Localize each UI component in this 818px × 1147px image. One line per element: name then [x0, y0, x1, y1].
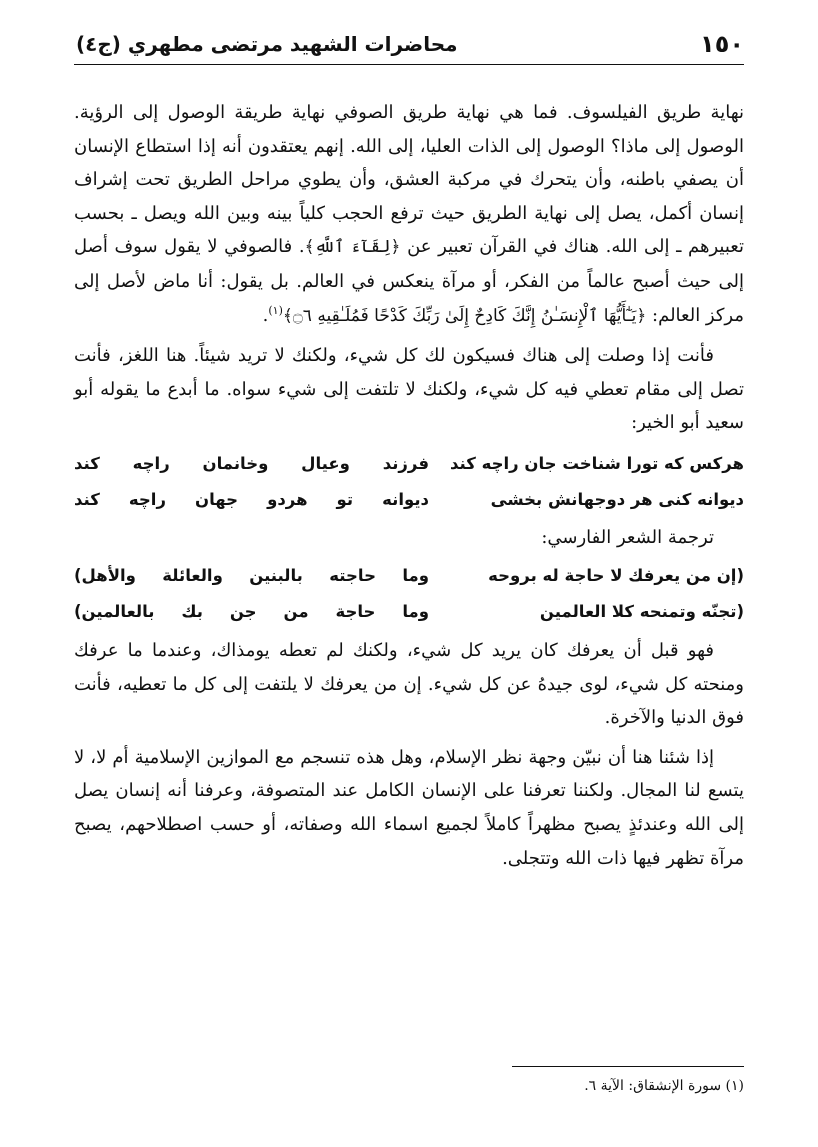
arabic-verse-2 [74, 594, 744, 630]
page-header [76, 30, 744, 64]
page-number: ١٥٠ [700, 30, 744, 58]
quran-citation-2: ﴿يَـٰٓأَيُّهَا ٱلْإِنسَـٰنُ إِنَّكَ كَادِحٌ إِلَىٰ رَبِّكَ كَدْحًا فَمُلَـٰقِيهِ ۝٦﴾ [282, 305, 647, 326]
arabic-verse-1-right: (إن من يعرفك لا حاجة له بروحه [488, 565, 744, 585]
translation-caption: ترجمة الشعر الفارسي: [541, 526, 714, 548]
arabic-verse-2-left: وما حاجة من جن بك بالعالمين) [74, 601, 429, 621]
page-body [74, 96, 744, 881]
persian-verse-1-right: هركس كه تورا شناخت جان راچه كند [450, 453, 744, 473]
arabic-verse-1-left: وما حاجته بالبنين والعائلة والأهل) [74, 565, 429, 585]
persian-verse-2-left: ديوانه تو هردو جهان راچه كند [74, 489, 429, 509]
paragraph-3: فهو قبل أن يعرفك كان يريد كل شيء، ولكنك لم تعطه يومذاك، وعندما ما عرفك ومنحته كل شيء، لوى جيدهُ عن كل شيء. إن من يعرفك لا يلتفت إلى كل ما تعطيه، فأنت فوق الدنيا والآخرة. [74, 639, 744, 729]
persian-verse-1 [74, 446, 744, 482]
paragraph-1-text-b: . فالصوفي لا يقول سوف أصل إلى حيث أصبح عالماً من الفكر، أو مرآة ينعكس في العالم. بل يقول: أنا ماض لأصل إلى مركز العالم: [74, 236, 744, 326]
persian-verse-2 [74, 482, 744, 518]
arabic-verse-2-right: (تجنّه وتمنحه كلا العالمين [539, 601, 744, 621]
paragraph-2: فأنت إذا وصلت إلى هناك فسيكون لك كل شيء، ولكنك لا تريد شيئاً. هنا اللغز، فأنت تصل إلى مقام تعطي فيه كل شيء، ولكنك لا تلتفت إلى شيء سواه. ما أبدع ما يقوله أبو سعيد أبو الخير: [74, 345, 744, 434]
persian-verse-2-right: ديوانه كنى هر دوجهانش بخشى [490, 489, 744, 509]
quran-citation-1: ﴿لِقَآءَ ٱللَّهِ﴾ [304, 237, 401, 258]
persian-verse-1-left: فرزند وعيال وخانمان راچه كند [74, 453, 429, 473]
paragraph-1-end: . [262, 304, 269, 326]
paragraph-1 [74, 96, 744, 333]
paragraph-1-text-a: نهاية طريق الفيلسوف. فما هي نهاية طريق الصوفي نهاية طريقة الوصول إلى الرؤية. الوصول إلى ماذا؟ الوصول إلى الذات العليا، إلى الله. إنهم يعتقدون أنه إذا استطاع الإنسان أن يصفي باطنه، وأن يتحرك في مركبة العشق، وأن يطوي مراحل الطريق تحت إشراف إنسان أكمل، يصل إلى نهاية الطريق حيث ترفع الحجب كلياً بينه وبين الله ويصل ـ بحسب تعبيرهم ـ إلى الله. هناك في القرآن تعبير عن [74, 102, 744, 258]
header-divider [74, 64, 744, 65]
footnote: (١) سورة الإنشقاق: الآية ٦. [584, 1078, 744, 1094]
footnote-divider [512, 1066, 744, 1067]
running-title: محاضرات الشهيد مرتضى مطهري (ج٤) [76, 32, 458, 56]
paragraph-4: إذا شئنا هنا أن نبيّن وجهة نظر الإسلام، وهل هذه تنسجم مع الموازين الإسلامية أم لا، لا يتسع لنا المجال. ولكننا تعرفنا على الإنسان الكامل عند المتصوفة، وعرفنا أنه إنسان يصل إلى الله وعندئذٍ يصبح مظهراً كاملاً لجميع اسماء الله وصفاته، أو حسب اصطلاحهم، يصبح مرآة تظهر فيها ذات الله وتتجلى. [74, 746, 744, 869]
arabic-verse-1 [74, 558, 744, 594]
footnote-reference: (١) [268, 303, 283, 317]
